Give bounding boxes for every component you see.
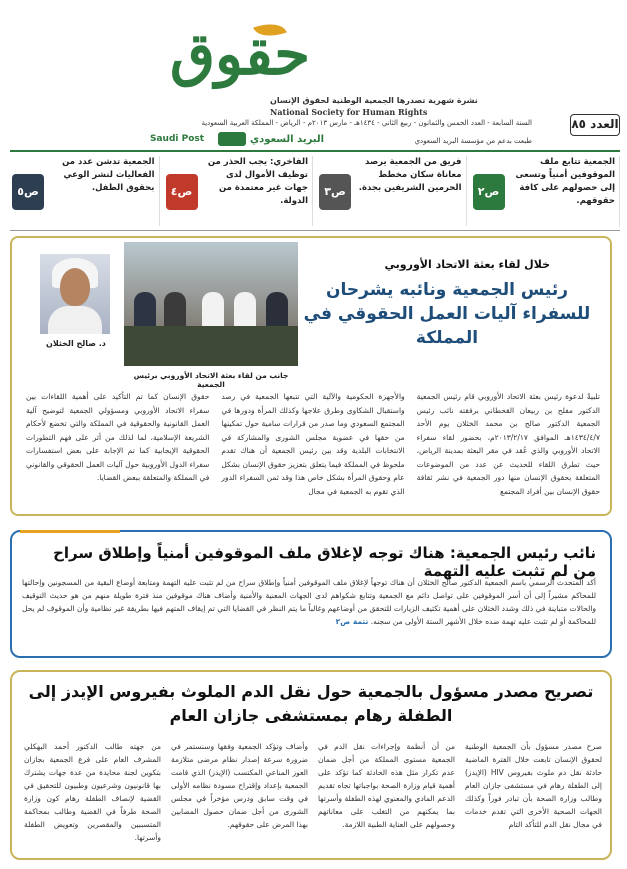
org-name-arabic: نشرة شهرية تصدرها الجمعية الوطنية لحقوق الإنسان: [270, 96, 478, 105]
story-headline[interactable]: نائب رئيس الجمعية: هناك توجه لإغلاق ملف الموقوفين أمنياً وإطلاق سراح من لم تثبت عليه التهمة: [53, 544, 596, 580]
issue-number-badge: العدد ٨٥: [570, 114, 620, 136]
page-badge: ص٢: [473, 174, 505, 210]
feature-columns: [26, 390, 600, 498]
page-badge: ص٥: [12, 174, 44, 210]
saudi-post-logo-text: Saudi Post: [150, 134, 205, 144]
feature-headline[interactable]: رئيس الجمعية ونائبه يشرحان للسفراء آليات العمل الحقوقي في المملكة: [303, 280, 591, 348]
teasers-bar: [10, 156, 620, 226]
masthead-divider: [10, 150, 620, 152]
story-column: من جهته طالب الدكتور أحمد البهكلي المشرف العام على فرع الجمعية بجازان بتكوين لجنة محايدة من عدة جهات يشترك بها قانونيون وشرعيون وطبيون للتحقيق في القضية لإنصاف الطفلة رهام كون وزارة الصحة طرفاً في القضية وطالب بمحاكمة المتسببين والمقصرين وتعويض الطفلة وأسرتها.: [24, 742, 161, 842]
teaser-text: الجمعية تدشن عدد من الفعاليات لنشر الوعي بحقوق الطفل.: [62, 157, 155, 193]
masthead: [0, 0, 627, 145]
issue-info: السنة السابعة - العدد الخمس والثمانون - ربيع الثاني - ١٤٣٤هـ - مارس ٢٠١٣م - الرياض - المملكة العربية السعودية: [201, 119, 532, 127]
teaser-item[interactable]: [317, 156, 467, 226]
story-columns: [24, 740, 602, 844]
feature-column: حقوق الإنسان كما تم التأكيد على أهمية اللقاءات بين سفراء الاتحاد الأوروبي ومسؤولي الجمعية لتوضيح آلية العمل القانونية والحقوقية في المملكة والتي تخضع لأحكام الشريعة الإسلامية، لما لذلك من أثر على فهم التطورات الحقوقية الإيجابية كما تم الإجابة على بعض استفسارات سفراء الدول الأوروبية حول آليات العمل الحقوقي والقانوني في المملكة والمتعلقة ببعض القضايا.: [26, 392, 210, 482]
saudi-post-icon: [218, 132, 246, 146]
story-detainees: [10, 530, 612, 658]
sponsor-line: طبعت بدعم من مؤسسة البريد السعودي: [414, 137, 532, 145]
org-name-english: National Society for Human Rights: [270, 107, 428, 117]
story-hiv: [10, 670, 612, 860]
feature-column: تلبيةً لدعوة رئيس بعثة الاتحاد الأوروبي قام رئيس الجمعية الدكتور مفلح بن ربيعان القحطاني برفقته نائب رئيس الجمعية الدكتور صالح بن محمد الخثلان يوم الأحد ١٤٣٤/٤/٧هـ الموافق ٢٠١٣/٢/١٧م، بحضور لقاء سفراء الاتحاد الأوروبي والذي عُقد في مقر البعثة بمدينة الرياض، حيث تطرق اللقاء للحديث عن عدد من الموضوعات المتعلقة بحقوق الإنسان منها دور الجمعية في نشر ثقافة حقوق الإنسان بين أفراد المجتمع: [416, 392, 600, 496]
feature-story: [10, 236, 612, 516]
teaser-item[interactable]: [164, 156, 314, 226]
feature-column: والأجهزة الحكومية والآلية التي تتبعها الجمعية في رصد واستقبال الشكاوى وطرق علاجها وكذلك المرأة ودورها في المجتمع السعودي وما صدر من قرارات سامية حول تمكينها من حقها في عضوية مجلس الشورى والمشاركة في الانتخابات البلدية وقد بين رئيس الجمعية أن هناك تقدم ملحوظ في المملكة فيما يتعلق بتعزيز حقوق الإنسان بشكل عام وحقوق المرأة بشكل خاص هذا وقد ثمن السفراء الدور الذي تقوم به الجمعية في مجال: [221, 392, 405, 496]
teaser-item[interactable]: [471, 156, 621, 226]
feature-kicker: خلال لقاء بعثة الاتحاد الأوروبي: [384, 258, 550, 271]
story-column: من أن أنظمة وإجراءات نقل الدم في الجمعية مستوى المملكة من أجل ضمان عدم تكرار مثل هذه الحادثة كما تؤكد على أهمية قيام وزارة الصحة بواجباتها تجاه تقديم الدعم المادي والمعنوي لهذه الطفلة وأسرتها بما يمكنهم من التغلب على معاناتهم وحصولهم على العناية الطبية اللازمة.: [318, 742, 455, 829]
story-body: [22, 576, 596, 628]
teasers-divider: [10, 230, 620, 231]
story-text: أكد المتحدث الرسمي باسم الجمعية الدكتور صالح الخثلان أن هناك توجهاً لإغلاق ملف الموقوفين أمنياً وإطلاق سراح من لم تثبت عليه التهمة ومتابعة أوضاع البقية من المسجونين وإحالتها للمحاكم مشيراً إلى أن أسر الموقوفين على تواصل دائم مع الجمعية وتتابع شكواهم لدى الجهات المعنية والأمنية وأضاف هناك موقوفين منذ فترة طويلة منهم من هو حديث التوقيف والحالات متباينة في ذلك وشدد الخثلان على أهمية تكثيف الزيارات للتحقق من أوضاعهم وغالباً ما يتم النظر في القضايا التي تم إيقاف المتهم فيها بطريقة غير نظامية وأن الموقوف لم يحل للمحاكمة أو لم تثبت عليه تهمة ضده خلال الأشهر الستة الأولى من سجنه.: [22, 578, 596, 626]
portrait-photo: [40, 254, 110, 334]
page-badge: ص٤: [166, 174, 198, 210]
accent-bar: [20, 530, 120, 533]
logo: حقوق: [170, 20, 311, 88]
photo-caption: جانب من لقاء بعثة الاتحاد الأوروبي برئيس الجمعية: [133, 371, 289, 389]
story-column: صرح مصدر مسؤول بأن الجمعية الوطنية لحقوق الإنسان تابعت خلال الفترة الماضية حادثة نقل دم ملوث بفيروس HIV (الإيدز) إلى الطفلة رهام في مستشفى جازان العام وطالب وزارة الصحة بأن تبادر فوراً وكذلك الجهات الصحية الأخرى التي تقدم خدمات في مجال نقل الدم للتأكد التام: [465, 742, 602, 829]
meeting-photo: [124, 242, 298, 366]
teaser-item[interactable]: [10, 156, 160, 226]
portrait-caption: د. صالح الخثلان: [46, 339, 106, 348]
page-badge: ص٣: [319, 174, 351, 210]
teaser-text: الفاخري: يجب الحذر من توظيف الأموال لدى جهات غير معتمدة من الدولة.: [207, 157, 308, 206]
saudi-post-arabic: البريد السعودي: [250, 134, 325, 145]
story-headline[interactable]: تصريح مصدر مسؤول بالجمعية حول نقل الدم الملوث بفيروس الإيدز إلى الطفلة رهام بمستشفى جازان العام: [28, 682, 594, 725]
story-column: وأضاف وتؤكد الجمعية وفقها وسنستمر في ضرورة سرعة إصدار نظام مرضى متلازمة العوز المناعي المكتسب (الإيدز) الذي قامت الجمعية بإعداد وإقتراح مسودة نظامه الأولى في وقت سابق ودرس مؤخراً في مجلس الشورى من أجل ضمان حصول المصابين بهذا المرض على حقوقهم.: [171, 742, 308, 829]
teaser-text: فريق من الجمعية يرصد معاناة سكان مخطط الحرمين الشريفين بجدة.: [358, 157, 462, 193]
teaser-text: الجمعية تتابع ملف الموقوفين أمنياً وتسعى إلى حصولهم على كافة حقوقهم.: [515, 157, 615, 206]
continued-link[interactable]: تتمة ص٢: [335, 617, 369, 626]
